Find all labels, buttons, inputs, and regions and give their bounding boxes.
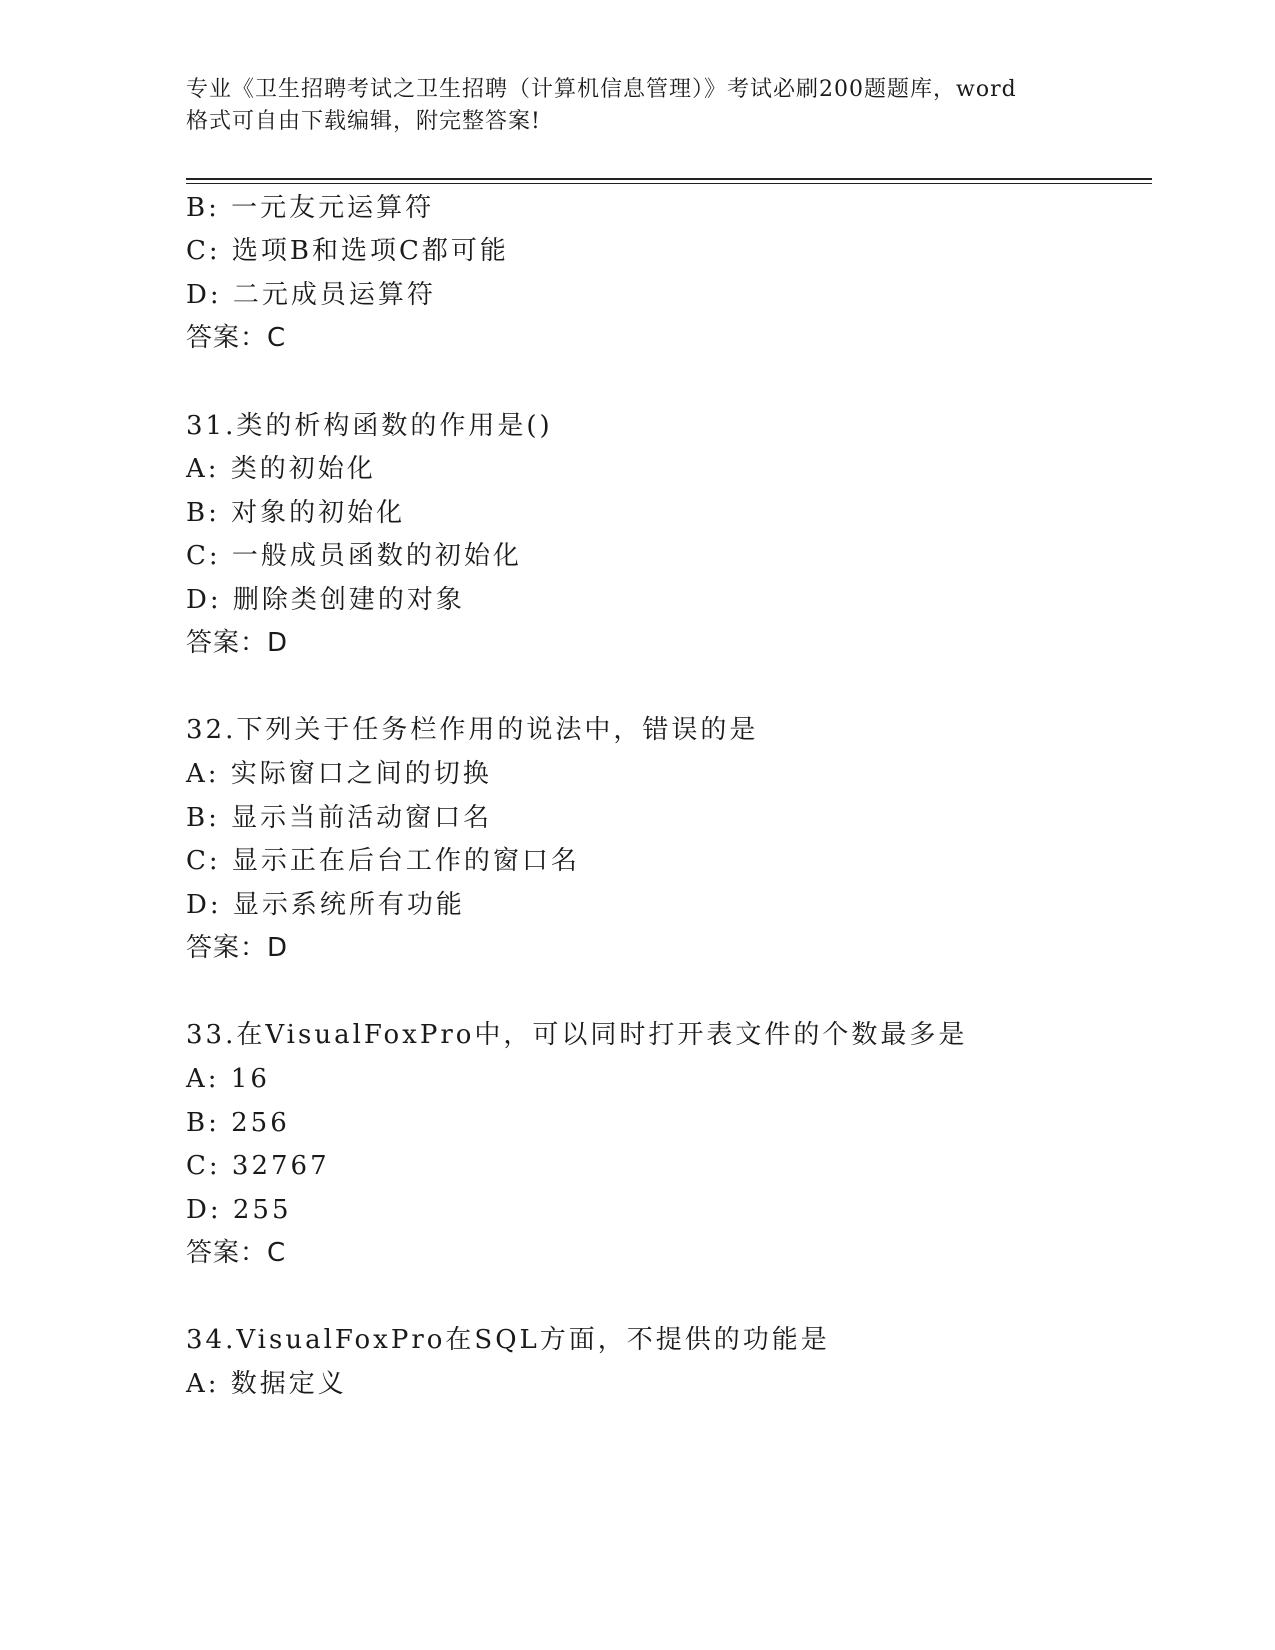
q32-option-c: C: 显示正在后台工作的窗口名 [186, 846, 580, 876]
q32-question: 32.下列关于任务栏作用的说法中，错误的是 [186, 715, 759, 745]
q34-question: 34.VisualFoxPro在SQL方面，不提供的功能是 [186, 1325, 830, 1355]
q33-answer: 答案：C [186, 1238, 287, 1268]
q33-option-b: B: 256 [186, 1108, 290, 1138]
header-line-1: 专业《卫生招聘考试之卫生招聘（计算机信息管理）》考试必刷200题题库，word [186, 77, 1017, 102]
q31-answer: 答案：D [186, 628, 289, 658]
q33-question: 33.在VisualFoxPro中，可以同时打开表文件的个数最多是 [186, 1020, 968, 1050]
header-line-2: 格式可自由下载编辑，附完整答案! [186, 109, 541, 134]
q31-option-a: A: 类的初始化 [186, 454, 376, 484]
prev-option-d: D: 二元成员运算符 [186, 280, 436, 310]
q31-option-c: C: 一般成员函数的初始化 [186, 541, 522, 571]
q32-option-b: B: 显示当前活动窗口名 [186, 803, 493, 833]
header-rule-thick [186, 178, 1152, 180]
q32-option-a: A: 实际窗口之间的切换 [186, 759, 492, 789]
prev-option-c: C: 选项B和选项C都可能 [186, 236, 509, 266]
q33-option-c: C: 32767 [186, 1151, 330, 1181]
q31-option-b: B: 对象的初始化 [186, 498, 406, 528]
prev-answer: 答案：C [186, 323, 287, 353]
q31-option-d: D: 删除类创建的对象 [186, 585, 465, 615]
document-header [186, 74, 1086, 138]
q31-question: 31.类的析构函数的作用是() [186, 411, 553, 441]
prev-option-b: B: 一元友元运算符 [186, 193, 435, 223]
q32-option-d: D: 显示系统所有功能 [186, 890, 465, 920]
q32-answer: 答案：D [186, 933, 289, 963]
q33-option-a: A: 16 [186, 1064, 270, 1094]
q33-option-d: D: 255 [186, 1195, 292, 1225]
q34-option-a: A: 数据定义 [186, 1369, 347, 1399]
header-rule-thin [186, 183, 1152, 184]
